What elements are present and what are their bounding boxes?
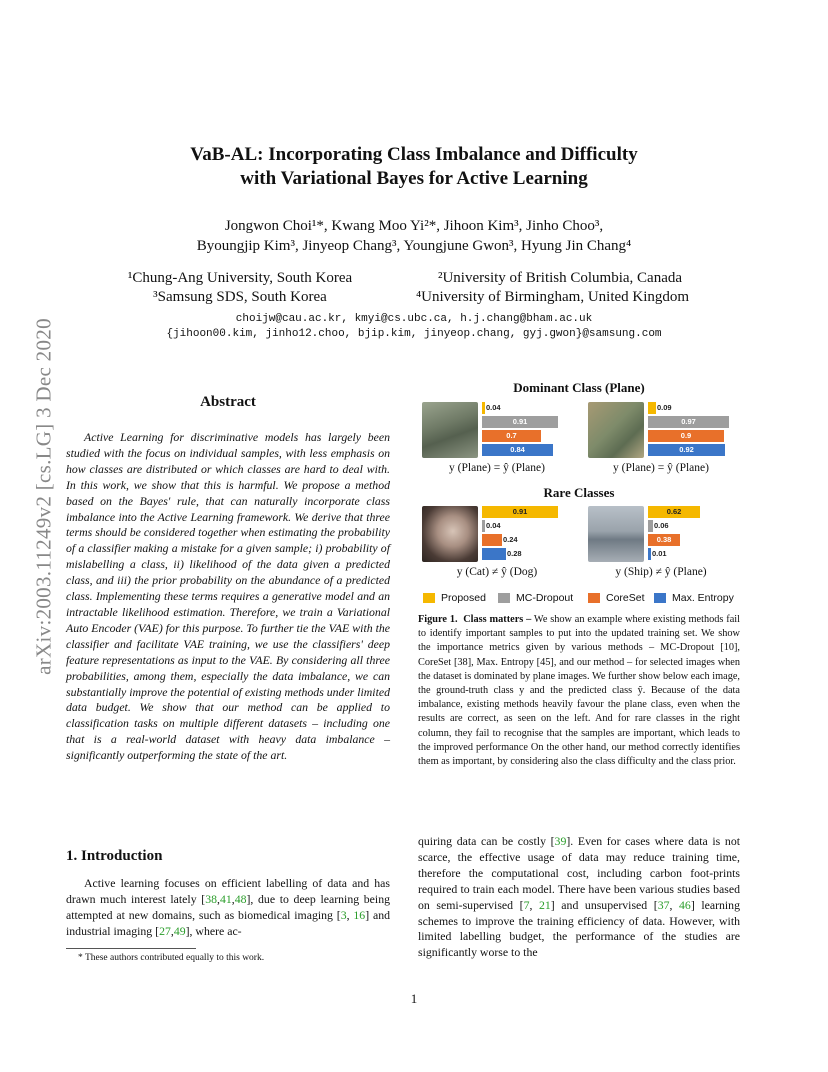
emails-line-1: choijw@cau.ac.kr, kmyi@cs.ubc.ca, h.j.chang@bham.ac.uk [235,313,593,325]
footnote-rule [66,948,196,949]
abstract-text: Active Learning for discriminative models has largely been studied with the focus on individual samples, with less emphasis on how classes are distributed or which classes are hard to deal with. In this work, we show that this is harmful. We propose a method based on the Bayes' rule, that can naturally incorporate class imbalance into the Active Learning framework. We derive that three terms should be considered together when estimating the probability of a classifier making a mistake for a given sample; i) probability of mislabelling a class, ii) likelihood of the data given a predicted class, and iii) the prior probability on the abundance of a predicted class. Implementing these terms requires a generative model and an intractable likelihood estimation. Therefore, we train a Variational Auto Encoder (VAE) for this purpose. To further tie the VAE with the classifier and facilitate VAE training, we use the classifiers' deep feature representations as input to the VAE. By considering all three probabilities, among them, especially the data imbalance, we can substantially improve the potential of existing methods under limited data budget. We show that our method can be applied to classification tasks on multiple different datasets – including one that is a real-world dataset with heavy data imbalance – significantly outperforming the state of the art. [66,430,390,763]
affiliation-2: ²University of British Columbia, Canada [437,270,683,286]
figure-caption [418,613,740,769]
bar-value-label: 0.04 [486,403,501,412]
bar-coreset [482,534,502,546]
sample-image [588,506,644,562]
citation[interactable]: 38 [205,891,217,906]
citation[interactable]: 41 [219,891,232,906]
bar-value-label: 0.62 [666,507,682,516]
right-column-text: quiring data can be costly [39]. Even for cases where data is not scarce, the effective usage of data may reduce training time, therefore the computational cost, including carbon foot-prints required to train each model. There have been various studies based on semi-supervised [7, 21] and unsupervised [37, 46] learning schemes to improve the training efficiency of data. However, with limited labelling budget, the performance of the studies are significantly worse to the [418,834,740,960]
bar-mc-dropout [648,520,653,532]
bar-max-entropy [482,548,506,560]
legend-item-mc-dropout [498,592,573,604]
bar-value-label: 0.04 [486,521,501,530]
sample-image [588,402,644,458]
citation[interactable]: 27 [159,923,171,938]
legend-label: Proposed [441,592,486,604]
arxiv-stamp: arXiv:2003.11249v2 [cs.LG] 3 Dec 2020 [31,318,56,675]
intro-text-a: Active learning focuses on efficient labelling of data and has drawn much interest lately [ [66,876,390,906]
intro-heading: 1. Introduction [66,848,163,864]
citation[interactable]: 49 [173,923,186,938]
legend-swatch [588,593,600,603]
panel-caption: y (Cat) ≠ ŷ (Dog) [456,566,538,578]
legend-swatch [498,593,510,603]
authors-line-1: Jongwon Choi¹*, Kwang Moo Yi²*, Jihoon Kim³, Jinho Choo³, [224,218,604,234]
affiliation-1: ¹Chung-Ang University, South Korea [127,270,353,286]
legend-item-max-entropy [654,592,734,604]
panel-caption: y (Plane) = ŷ (Plane) [449,462,545,474]
intro-text-b: ], due to deep learning being attempted at new domains, such as biomedical imaging [ [66,891,390,922]
legend-label: MC-Dropout [516,592,574,604]
legend-label: CoreSet [606,592,645,604]
legend-label: Max. Entropy [672,592,734,604]
legend-item-proposed [423,592,486,604]
abstract-heading: Abstract [200,394,256,410]
right-text-a: quiring data can be costly [ [418,834,555,848]
bar-value-label: 0.84 [510,445,525,454]
emails-line-2: {jihoon00.kim, jinho12.choo, bjip.kim, jinyeop.chang, gyj.gwon}@samsung.com [166,328,662,340]
bar-value-label: 0.91 [512,417,528,426]
citation[interactable]: 46 [679,897,691,912]
intro-text-d: ], where ac- [185,923,242,938]
bar-mc-dropout [482,520,485,532]
citation[interactable]: 39 [554,834,567,848]
right-text-c: ] and unsupervised [ [550,897,658,912]
legend-swatch [423,593,435,603]
bar-value-label: 0.09 [657,403,672,412]
intro-text-c: ] and industrial imaging [ [66,907,390,938]
bar-value-label: 0.28 [507,549,522,558]
legend-item-coreset [588,592,645,604]
bar-value-label: 0.92 [679,445,694,454]
page-number: 1 [410,991,418,1006]
figure-label: Figure 1. [418,614,458,625]
affiliation-4: ⁴University of Birmingham, United Kingdom [415,289,690,305]
figure-caption-bold: Class matters – [463,614,532,625]
bar-proposed [482,402,485,414]
intro-text: Active learning focuses on efficient labelling of data and has drawn much interest lately [38,41,48], due to deep learning being attempted at new domains, such as biomedical imaging [3, 16] and industrial imaging [27,49], where ac- [66,876,390,938]
footnote: * These authors contributed equally to this work. [78,953,265,963]
panel-caption: y (Ship) ≠ ŷ (Plane) [615,566,707,578]
bar-value-label: 0.38 [656,535,672,544]
citation[interactable]: 37 [657,897,670,912]
citation[interactable]: 7 [523,897,530,912]
figure-rare-title: Rare Classes [543,485,615,500]
citation[interactable]: 3 [340,907,347,922]
citation[interactable]: 16 [353,907,366,922]
bar-value-label: 0.01 [652,549,667,558]
bar-value-label: 0.91 [512,507,528,516]
bar-value-label: 0.97 [681,417,696,426]
figure-dominant-title: Dominant Class (Plane) [513,380,645,395]
authors [0,216,828,256]
bar-value-label: 0.7 [506,431,517,440]
bar-value-label: 0.06 [654,521,669,530]
bar-proposed [648,402,656,414]
legend-swatch [654,593,666,603]
bar-value-label: 0.24 [503,535,518,544]
sample-image [422,402,478,458]
paper-title [0,143,828,191]
authors-line-2: Byoungjip Kim³, Jinyeop Chang³, Youngjune Gwon³, Hyung Jin Chang⁴ [196,238,632,254]
bar-value-label: 0.9 [680,431,692,440]
figure-caption-text: We show an example where existing methods fail to identify important samples to put into the updated training set. We show the importance metrics given by various methods – MC-Dropout [10], CoreSet [38], Max. Entropy [45], and our method – for selected images when the dataset is dominated by plane images. We further show below each image, the ground-truth class y and the predicted class ŷ. Because of the data imbalance, existing methods heavily favour the plane class, even when the results are correct, as seen on the left. And for rare classes in the right column, they fail to recognise that the samples are important, which leads to the improved performance On the other hand, our method correctly identifies them as important, by considering also the class difficulty and the class prior. [418,614,740,768]
citation[interactable]: 48 [234,891,247,906]
panel-caption: y (Plane) = ŷ (Plane) [613,462,709,474]
right-text-d: ] learning schemes to improve the training efficiency of data. However, with limited labelling budget, the performance of the studies are significantly worse to the [418,897,740,960]
sample-image [422,506,478,562]
citation[interactable]: 21 [539,897,551,912]
title-line-2: with Variational Bayes for Active Learning [240,168,588,189]
right-text-b: ]. Even for cases where data is not scarce, the effective usage of data may reduce training time, therefore the computational cost, including carbon foot-prints required to train each model. There have been various studies based on semi-supervised [ [418,834,740,912]
bar-max-entropy [648,548,651,560]
affiliation-3: ³Samsung SDS, South Korea [153,289,327,305]
title-line-1: VaB-AL: Incorporating Class Imbalance and Difficulty [190,144,638,165]
